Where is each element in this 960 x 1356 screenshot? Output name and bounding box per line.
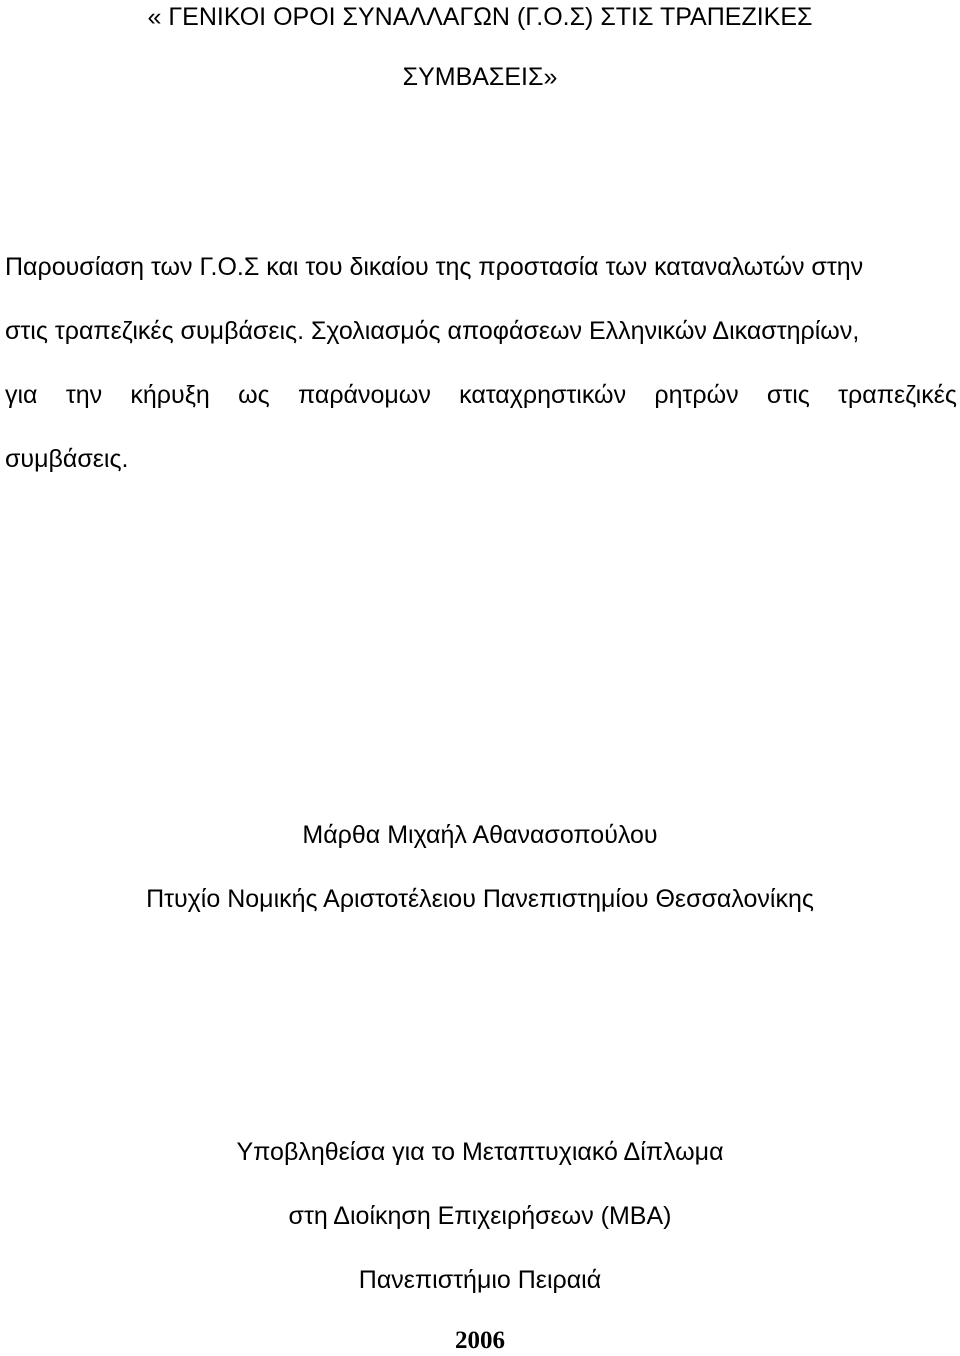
abstract-word: παράνομων: [297, 381, 431, 409]
abstract-word: καταχρηστικών: [459, 381, 627, 409]
abstract-line-1: Παρουσίαση των Γ.Ο.Σ και του δικαίου της προστασία των καταναλωτών στην: [5, 253, 864, 281]
author-degree: Πτυχίο Νομικής Αριστοτέλειου Πανεπιστημίου Θεσσαλονίκης: [146, 885, 814, 913]
abstract-word: στις: [766, 381, 810, 409]
university-name: Πανεπιστήμιο Πειραιά: [358, 1266, 602, 1294]
submission-year: 2006: [455, 1327, 505, 1354]
title-line-2: ΣΥΜΒΑΣΕΙΣ»: [402, 63, 558, 91]
abstract-word: ρητρών: [654, 381, 739, 409]
abstract-word: την: [65, 381, 103, 409]
abstract-word: τραπεζικές: [838, 381, 957, 409]
abstract-line-4: συμβάσεις.: [5, 445, 129, 473]
abstract-line-3: [5, 380, 957, 410]
submission-line-2: στη Διοίκηση Επιχειρήσεων (MBA): [288, 1202, 672, 1230]
abstract-word: ως: [238, 381, 270, 409]
abstract-word: για: [5, 381, 38, 409]
submission-line-1: Υποβληθείσα για το Μεταπτυχιακό Δίπλωμα: [236, 1138, 724, 1166]
author-name: Μάρθα Μιχαήλ Αθανασοπούλου: [302, 821, 658, 849]
abstract-word: κήρυξη: [130, 381, 210, 409]
abstract-line-2: στις τραπεζικές συμβάσεις. Σχολιασμός αποφάσεων Ελληνικών Δικαστηρίων,: [5, 317, 860, 345]
title-line-1: « ΓΕΝΙΚΟΙ ΟΡΟΙ ΣΥΝΑΛΛΑΓΩΝ (Γ.Ο.Σ) ΣΤΙΣ ΤΡΑΠΕΖΙΚΕΣ: [147, 3, 813, 31]
